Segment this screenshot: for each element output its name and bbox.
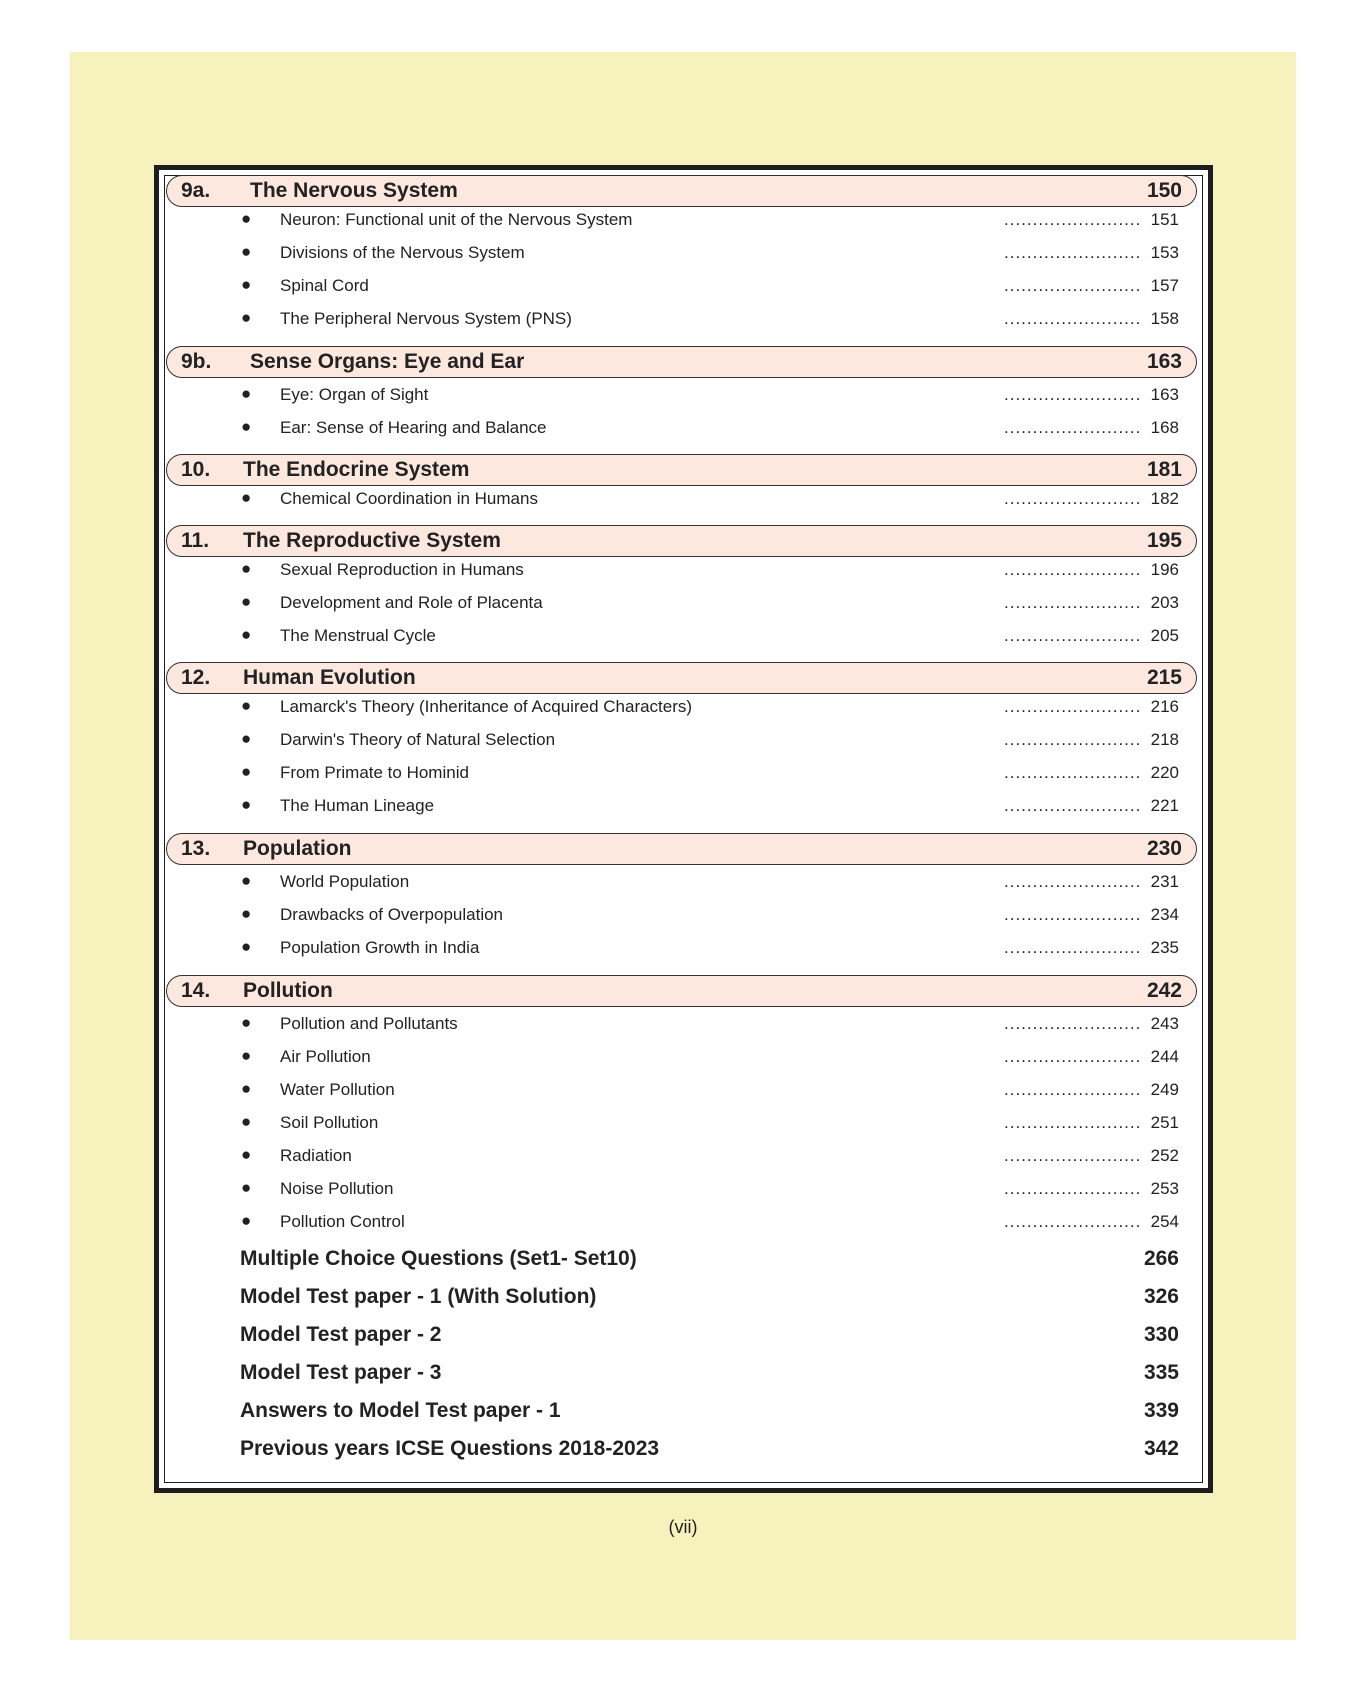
topic-label: Divisions of the Nervous System [280, 243, 525, 262]
leader-dots: ........................ [1004, 872, 1142, 891]
chapter-page: 150 [1146, 179, 1182, 202]
leader-dots: ........................ [1004, 1014, 1142, 1033]
chapter-page: 163 [1146, 350, 1182, 373]
topic-label: Radiation [280, 1146, 352, 1165]
chapter-page: 195 [1146, 529, 1182, 552]
leader-dots: ........................ [1004, 489, 1142, 508]
leader-dots: ........................ [1004, 309, 1142, 328]
topic-item[interactable] [164, 1212, 1203, 1236]
bullet-icon: ● [241, 1112, 252, 1131]
bullet-icon: ● [241, 1046, 252, 1065]
leader-dots: ........................ [1004, 905, 1142, 924]
leader-dots: ........................ [1004, 1212, 1142, 1231]
leader-dots: ........................ [1004, 385, 1142, 404]
bullet-icon: ● [241, 242, 252, 261]
leader-dots: ........................ [1004, 1113, 1142, 1132]
topic-page: 220 [1150, 763, 1179, 782]
leader-dots: ........................ [1004, 697, 1142, 716]
topic-item[interactable] [164, 796, 1203, 820]
leader-dots: ........................ [1004, 763, 1142, 782]
bullet-icon: ● [241, 871, 252, 890]
leader-dots: ........................ [1004, 276, 1142, 295]
bullet-icon: ● [241, 937, 252, 956]
chapter-number: 9a. [181, 179, 211, 202]
topic-item[interactable] [164, 1014, 1203, 1038]
topic-page: 243 [1150, 1014, 1179, 1033]
topic-page: 163 [1150, 385, 1179, 404]
leader-dots: ........................ [1004, 1080, 1142, 1099]
topic-label: Development and Role of Placenta [280, 593, 543, 612]
topic-page: 221 [1150, 796, 1179, 815]
topic-page: 231 [1150, 872, 1179, 891]
topic-page: 153 [1150, 243, 1179, 262]
bullet-icon: ● [241, 1145, 252, 1164]
topic-page: 254 [1150, 1212, 1179, 1231]
chapter-page: 242 [1146, 979, 1182, 1002]
bullet-icon: ● [241, 209, 252, 228]
extra-label: Model Test paper - 3 [240, 1361, 442, 1384]
topic-page: 235 [1150, 938, 1179, 957]
topic-item[interactable] [164, 418, 1203, 442]
topic-item[interactable] [164, 243, 1203, 267]
bullet-icon: ● [241, 488, 252, 507]
bullet-icon: ● [241, 1211, 252, 1230]
bullet-icon: ● [241, 696, 252, 715]
topic-item[interactable] [164, 489, 1203, 513]
topic-label: The Menstrual Cycle [280, 626, 436, 645]
topic-item[interactable] [164, 1113, 1203, 1137]
bullet-icon: ● [241, 625, 252, 644]
topic-label: Pollution Control [280, 1212, 405, 1231]
extra-label: Model Test paper - 2 [240, 1323, 442, 1346]
chapter-number: 10. [181, 458, 211, 481]
chapter-header-14[interactable] [166, 975, 1197, 1007]
topic-item[interactable] [164, 1080, 1203, 1104]
topic-label: Pollution and Pollutants [280, 1014, 458, 1033]
bullet-icon: ● [241, 795, 252, 814]
topic-page: 203 [1150, 593, 1179, 612]
chapter-number: 12. [181, 666, 211, 689]
topic-label: Water Pollution [280, 1080, 395, 1099]
topic-item[interactable] [164, 210, 1203, 234]
topic-label: Noise Pollution [280, 1179, 394, 1198]
topic-label: Ear: Sense of Hearing and Balance [280, 418, 547, 437]
topic-label: Air Pollution [280, 1047, 371, 1066]
extra-label: Previous years ICSE Questions 2018-2023 [240, 1437, 660, 1460]
topic-label: Eye: Organ of Sight [280, 385, 429, 404]
topic-label: Soil Pollution [280, 1113, 379, 1132]
chapter-title: The Nervous System [250, 179, 458, 202]
leader-dots: ........................ [1004, 796, 1142, 815]
chapter-number: 14. [181, 979, 211, 1002]
topic-page: 244 [1150, 1047, 1179, 1066]
extra-entry-answers[interactable] [164, 1399, 1203, 1427]
topic-item[interactable] [164, 1146, 1203, 1170]
topic-item[interactable] [164, 730, 1203, 754]
topic-page: 157 [1150, 276, 1179, 295]
leader-dots: ........................ [1004, 593, 1142, 612]
bullet-icon: ● [241, 1079, 252, 1098]
bullet-icon: ● [241, 384, 252, 403]
topic-label: Neuron: Functional unit of the Nervous System [280, 210, 633, 229]
chapter-title: Population [243, 837, 352, 860]
extra-entry-model-test-2[interactable] [164, 1323, 1203, 1351]
bullet-icon: ● [241, 1178, 252, 1197]
bullet-icon: ● [241, 592, 252, 611]
chapter-title: Human Evolution [243, 666, 416, 689]
topic-item[interactable] [164, 697, 1203, 721]
topic-item[interactable] [164, 276, 1203, 300]
topic-page: 253 [1150, 1179, 1179, 1198]
extra-label: Answers to Model Test paper - 1 [240, 1399, 561, 1422]
leader-dots: ........................ [1004, 938, 1142, 957]
chapter-number: 11. [181, 529, 210, 552]
leader-dots: ........................ [1004, 243, 1142, 262]
extra-entry-mcq[interactable] [164, 1247, 1203, 1275]
topic-label: Spinal Cord [280, 276, 369, 295]
topic-item[interactable] [164, 763, 1203, 787]
topic-label: World Population [280, 872, 410, 891]
bullet-icon: ● [241, 904, 252, 923]
chapter-header-13[interactable] [166, 833, 1197, 865]
topic-label: Sexual Reproduction in Humans [280, 560, 524, 579]
topic-item[interactable] [164, 626, 1203, 650]
topic-item[interactable] [164, 1179, 1203, 1203]
chapter-header-12[interactable] [166, 662, 1197, 694]
topic-item[interactable] [164, 560, 1203, 584]
topic-item[interactable] [164, 1047, 1203, 1071]
leader-dots: ........................ [1004, 210, 1142, 229]
chapter-page: 215 [1146, 666, 1182, 689]
topic-page: 218 [1150, 730, 1179, 749]
leader-dots: ........................ [1004, 1047, 1142, 1066]
extra-entry-model-test-1[interactable] [164, 1285, 1203, 1313]
chapter-header-9a[interactable] [166, 175, 1197, 207]
chapter-page: 181 [1146, 458, 1182, 481]
leader-dots: ........................ [1004, 1146, 1142, 1165]
chapter-header-11[interactable] [166, 525, 1197, 557]
topic-page: 252 [1150, 1146, 1179, 1165]
topic-page: 216 [1150, 697, 1179, 716]
extra-page: 326 [1143, 1285, 1179, 1308]
topic-label: The Peripheral Nervous System (PNS) [280, 309, 572, 328]
topic-page: 182 [1150, 489, 1179, 508]
bullet-icon: ● [241, 1013, 252, 1032]
extra-entry-icse-questions[interactable] [164, 1437, 1203, 1465]
topic-item[interactable] [164, 938, 1203, 962]
topic-label: Lamarck's Theory (Inheritance of Acquired Characters) [280, 697, 693, 716]
chapter-title: The Endocrine System [243, 458, 470, 481]
topic-label: From Primate to Hominid [280, 763, 469, 782]
topic-page: 251 [1150, 1113, 1179, 1132]
bullet-icon: ● [241, 762, 252, 781]
topic-page: 168 [1150, 418, 1179, 437]
topic-item[interactable] [164, 905, 1203, 929]
topic-page: 196 [1150, 560, 1179, 579]
chapter-header-9b[interactable] [166, 346, 1197, 378]
extra-entry-model-test-3[interactable] [164, 1361, 1203, 1389]
leader-dots: ........................ [1004, 730, 1142, 749]
topic-label: Darwin's Theory of Natural Selection [280, 730, 556, 749]
chapter-header-10[interactable] [166, 454, 1197, 486]
extra-label: Model Test paper - 1 (With Solution) [240, 1285, 597, 1308]
topic-label: The Human Lineage [280, 796, 435, 815]
extra-page: 330 [1143, 1323, 1179, 1346]
extra-page: 266 [1143, 1247, 1179, 1270]
chapter-title: Sense Organs: Eye and Ear [250, 350, 525, 373]
chapter-number: 13. [181, 837, 211, 860]
topic-page: 234 [1150, 905, 1179, 924]
page-number: (vii) [668, 1517, 698, 1537]
leader-dots: ........................ [1004, 418, 1142, 437]
chapter-title: Pollution [243, 979, 333, 1002]
topic-label: Chemical Coordination in Humans [280, 489, 538, 508]
bullet-icon: ● [241, 559, 252, 578]
bullet-icon: ● [241, 417, 252, 436]
leader-dots: ........................ [1004, 1179, 1142, 1198]
chapter-page: 230 [1146, 837, 1182, 860]
leader-dots: ........................ [1004, 560, 1142, 579]
topic-item[interactable] [164, 309, 1203, 333]
extra-label: Multiple Choice Questions (Set1- Set10) [240, 1247, 637, 1270]
chapter-title: The Reproductive System [243, 529, 501, 552]
bullet-icon: ● [241, 275, 252, 294]
extra-page: 339 [1143, 1399, 1179, 1422]
bullet-icon: ● [241, 729, 252, 748]
topic-page: 205 [1150, 626, 1179, 645]
topic-item[interactable] [164, 872, 1203, 896]
bullet-icon: ● [241, 308, 252, 327]
chapter-number: 9b. [181, 350, 212, 373]
topic-page: 151 [1150, 210, 1179, 229]
topic-page: 158 [1150, 309, 1179, 328]
extra-page: 342 [1143, 1437, 1179, 1460]
extra-page: 335 [1143, 1361, 1179, 1384]
topic-item[interactable] [164, 593, 1203, 617]
topic-label: Population Growth in India [280, 938, 480, 957]
topic-page: 249 [1150, 1080, 1179, 1099]
topic-item[interactable] [164, 385, 1203, 409]
topic-label: Drawbacks of Overpopulation [280, 905, 504, 924]
leader-dots: ........................ [1004, 626, 1142, 645]
